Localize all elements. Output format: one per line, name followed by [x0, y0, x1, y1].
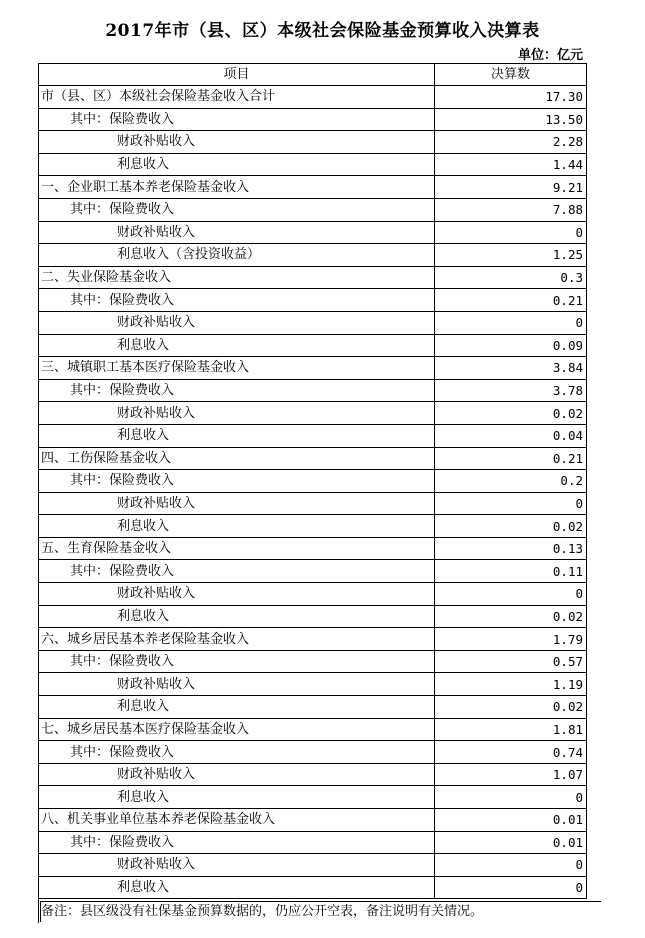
row-label: 财政补贴收入 [39, 402, 435, 425]
row-value: 13.50 [435, 108, 587, 131]
table-row [39, 763, 587, 786]
row-label: 利息收入（含投资收益） [39, 244, 435, 267]
row-value: 0 [435, 786, 587, 809]
table-row [39, 86, 587, 109]
row-value: 0 [435, 876, 587, 899]
row-value: 0.74 [435, 741, 587, 764]
table-row [39, 809, 587, 832]
table-row [39, 876, 587, 899]
row-value: 0.2 [435, 470, 587, 493]
unit-label: 单位：亿元 [517, 48, 583, 63]
table-row [39, 628, 587, 651]
table-row [39, 379, 587, 402]
table-row [39, 718, 587, 741]
row-label: 财政补贴收入 [39, 311, 435, 334]
table-row [39, 357, 587, 380]
row-value: 1.81 [435, 718, 587, 741]
table-row [39, 244, 587, 267]
table-row [39, 741, 587, 764]
row-value: 0.02 [435, 696, 587, 719]
row-value: 0.04 [435, 424, 587, 447]
row-label: 其中：保险费收入 [39, 831, 435, 854]
row-value: 3.84 [435, 357, 587, 380]
row-label: 财政补贴收入 [39, 673, 435, 696]
row-value: 0.57 [435, 650, 587, 673]
row-label: 利息收入 [39, 153, 435, 176]
row-value: 0 [435, 221, 587, 244]
table-row [39, 537, 587, 560]
row-label: 利息收入 [39, 876, 435, 899]
row-label: 利息收入 [39, 424, 435, 447]
table-row [39, 334, 587, 357]
footnote: 备注：县区级没有社保基金预算数据的，仍应公开空表，备注说明有关情况。 [40, 901, 601, 922]
row-value: 0 [435, 492, 587, 515]
table-row [39, 131, 587, 154]
row-label: 二、失业保险基金收入 [39, 266, 435, 289]
table-row [39, 221, 587, 244]
row-value: 0.01 [435, 831, 587, 854]
row-value: 1.25 [435, 244, 587, 267]
table-body [39, 86, 587, 899]
row-value: 0 [435, 311, 587, 334]
row-label: 财政补贴收入 [39, 221, 435, 244]
table-row [39, 492, 587, 515]
row-label: 财政补贴收入 [39, 763, 435, 786]
row-value: 17.30 [435, 86, 587, 109]
row-label: 财政补贴收入 [39, 131, 435, 154]
row-label: 利息收入 [39, 605, 435, 628]
table-row [39, 854, 587, 877]
row-label: 八、机关事业单位基本养老保险基金收入 [39, 809, 435, 832]
row-label: 市（县、区）本级社会保险基金收入合计 [39, 86, 435, 109]
table-row [39, 198, 587, 221]
row-value: 1.07 [435, 763, 587, 786]
row-label: 其中：保险费收入 [39, 379, 435, 402]
row-value: 1.79 [435, 628, 587, 651]
row-label: 其中：保险费收入 [39, 741, 435, 764]
table-row [39, 650, 587, 673]
table-row [39, 696, 587, 719]
row-value: 1.44 [435, 153, 587, 176]
row-label: 财政补贴收入 [39, 854, 435, 877]
row-value: 0.11 [435, 560, 587, 583]
row-label: 四、工伤保险基金收入 [39, 447, 435, 470]
table-header-row [39, 64, 587, 86]
row-label: 其中：保险费收入 [39, 108, 435, 131]
row-value: 0 [435, 583, 587, 606]
row-value: 1.19 [435, 673, 587, 696]
table-row [39, 402, 587, 425]
table-row [39, 515, 587, 538]
page-title: 2017年市（县、区）本级社会保险基金预算收入决算表 [105, 21, 540, 41]
row-label: 其中：保险费收入 [39, 650, 435, 673]
row-value: 0.02 [435, 402, 587, 425]
row-label: 六、城乡居民基本养老保险基金收入 [39, 628, 435, 651]
table-row [39, 153, 587, 176]
table-row [39, 424, 587, 447]
table-row [39, 289, 587, 312]
table-row [39, 605, 587, 628]
row-label: 一、企业职工基本养老保险基金收入 [39, 176, 435, 199]
row-value: 9.21 [435, 176, 587, 199]
row-value: 0.21 [435, 289, 587, 312]
row-label: 财政补贴收入 [39, 492, 435, 515]
row-value: 0.21 [435, 447, 587, 470]
table-row [39, 108, 587, 131]
table-row [39, 447, 587, 470]
row-label: 财政补贴收入 [39, 583, 435, 606]
row-label: 七、城乡居民基本医疗保险基金收入 [39, 718, 435, 741]
row-value: 2.28 [435, 131, 587, 154]
table-row [39, 560, 587, 583]
row-value: 0.02 [435, 605, 587, 628]
row-label: 利息收入 [39, 515, 435, 538]
row-value: 3.78 [435, 379, 587, 402]
table-row [39, 266, 587, 289]
row-value: 0.01 [435, 809, 587, 832]
table-row [39, 786, 587, 809]
note-divider [38, 899, 39, 923]
row-label: 其中：保险费收入 [39, 198, 435, 221]
table-row [39, 831, 587, 854]
table-row [39, 583, 587, 606]
row-value: 0.09 [435, 334, 587, 357]
row-label: 利息收入 [39, 696, 435, 719]
header-item: 项目 [39, 64, 435, 86]
row-label: 其中：保险费收入 [39, 560, 435, 583]
row-label: 其中：保险费收入 [39, 470, 435, 493]
table-row [39, 673, 587, 696]
row-label: 其中：保险费收入 [39, 289, 435, 312]
table-row [39, 470, 587, 493]
row-label: 三、城镇职工基本医疗保险基金收入 [39, 357, 435, 380]
budget-table [38, 63, 587, 899]
row-value: 0.13 [435, 537, 587, 560]
row-value: 0.02 [435, 515, 587, 538]
row-label: 五、生育保险基金收入 [39, 537, 435, 560]
header-value: 决算数 [435, 64, 587, 86]
table-row [39, 176, 587, 199]
row-label: 利息收入 [39, 786, 435, 809]
table-row [39, 311, 587, 334]
row-value: 0 [435, 854, 587, 877]
row-label: 利息收入 [39, 334, 435, 357]
row-value: 0.3 [435, 266, 587, 289]
row-value: 7.88 [435, 198, 587, 221]
